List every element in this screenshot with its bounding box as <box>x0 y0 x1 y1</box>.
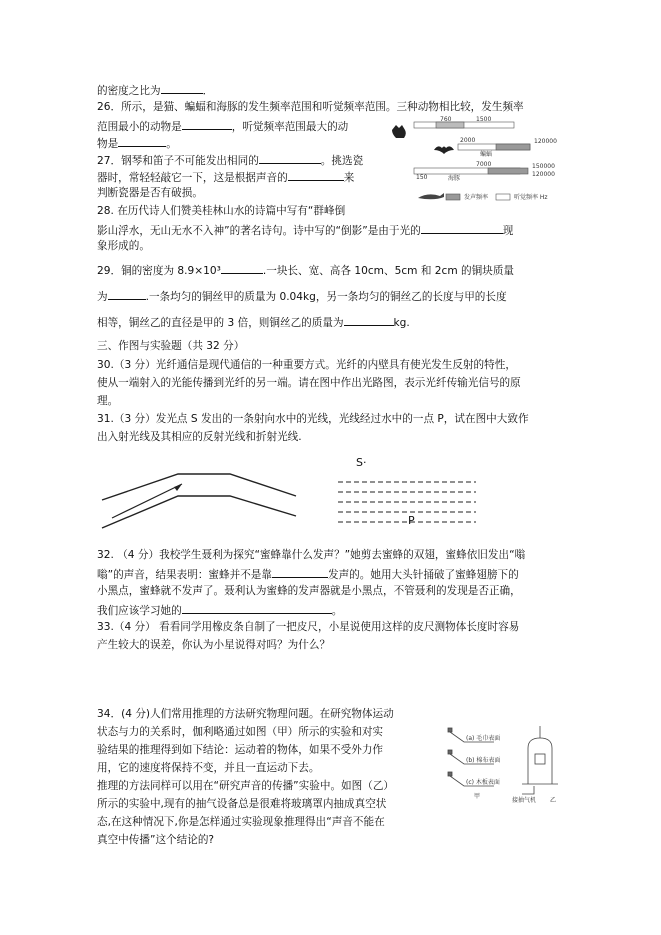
text: 。 <box>166 138 177 150</box>
answer-blank[interactable] <box>161 82 203 94</box>
question-29-line3 <box>97 314 410 330</box>
question-31-line1: 31.（3 分）发光点 S 发出的一条射向水中的光线，光线经过水中的一点 P，试在图中大致作 <box>97 413 529 425</box>
text: 我们应该学习她的 <box>97 605 182 617</box>
question-34-line2: 状态与力的关系时，伽利略通过如图（甲）所示的实验和对实 <box>97 726 384 738</box>
value-label: 120000 <box>534 138 557 145</box>
text: 相等，铜丝乙的直径是甲的 3 倍，则铜丝乙的质量为 <box>97 317 344 329</box>
question-30-line1: 30.（3 分）光纤通信是现代通信的一种重要方式。光纤的内壁具有使光发生反射的特性， <box>97 359 516 371</box>
answer-blank[interactable] <box>421 222 503 234</box>
answer-blank[interactable] <box>259 152 321 164</box>
value-label: 2000 <box>460 137 476 144</box>
text: ． <box>202 85 214 97</box>
question-27-line3: 判断瓷器是否有破损。 <box>97 187 203 199</box>
question-30-line3: 理。 <box>97 395 119 407</box>
answer-blank[interactable] <box>118 135 166 147</box>
figure-jia-label: 甲 <box>474 793 481 800</box>
question-34-line6: 所示的实验中,现有的抽气设备总是很难将玻璃罩内抽成真空状 <box>97 798 387 810</box>
bat-icon <box>434 146 454 154</box>
dolphin-icon <box>418 193 444 199</box>
text: 嗡”的声音，结果表明：蜜蜂并不是靠 <box>97 569 272 581</box>
question-31-line2: 出入射光线及其相应的反射光线和折射光线. <box>97 431 302 443</box>
answer-blank[interactable] <box>221 262 263 274</box>
text: 的密度之比为 <box>97 85 161 97</box>
experiment-figure <box>444 722 572 810</box>
pump-label: 接抽气机 <box>512 797 537 804</box>
animal-label: 海豚 <box>448 175 461 182</box>
line-prev-answer <box>97 82 213 98</box>
question-34-line1: 34．(4 分)人们常用推理的方法研究物理问题。在研究物体运动 <box>97 708 394 720</box>
ramp-a-label: (a) 毛巾表面 <box>466 735 501 742</box>
ramp-b-label: (b) 棉布表面 <box>466 757 501 764</box>
figure-yi-label: 乙 <box>550 797 557 804</box>
value-label: 150 <box>416 174 428 181</box>
text: .一块长、宽、高各 10cm、5cm 和 2cm 的铜块质量 <box>262 265 515 277</box>
text: ，听觉频率范围最大的动 <box>231 121 349 133</box>
question-32-line3: 小黑点，蜜蜂就不发声了。聂利认为蜜蜂的发声器就是小黑点，不管聂利的发现是否正确， <box>97 585 521 597</box>
answer-blank[interactable] <box>182 602 332 614</box>
answer-blank[interactable] <box>182 118 232 130</box>
question-29-line1 <box>97 262 514 278</box>
frequency-range-figure <box>388 116 570 204</box>
optical-fiber-figure <box>100 466 300 534</box>
answer-blank[interactable] <box>288 169 344 181</box>
question-26-line1: 26．所示，是猫、蝙蝠和海豚的发生频率范围和听觉频率范围。三种动物相比较，发生频率 <box>97 101 524 113</box>
value-label: 120000 <box>532 171 555 178</box>
question-33-line2: 产生较大的误差，你认为小星说得对吗？为什么？ <box>97 639 331 651</box>
question-29-line2 <box>97 288 507 304</box>
question-34-line5: 推理的方法同样可以用在“研究声音的传播”实验中。如图（乙） <box>97 780 395 792</box>
bell-jar <box>522 726 558 794</box>
text: 。 <box>331 605 343 617</box>
question-34-line3: 验结果的推理得到如下结论：运动着的物体，如果不受外力作 <box>97 744 384 756</box>
value-label: 150000 <box>532 163 555 170</box>
question-28-line2 <box>97 222 513 238</box>
text: .一条均匀的铜丝甲的质量为 0.04kg，另一条均匀的铜丝乙的长度与甲的长度 <box>145 291 507 303</box>
value-label: 1500 <box>476 116 492 123</box>
cat-icon <box>392 125 406 138</box>
question-28-line1: 28. 在历代诗人们赞美桂林山水的诗篇中写有“群峰倒 <box>97 205 346 217</box>
text: 发声的。她用大头针捅破了蜜蜂翅膀下的 <box>328 569 519 581</box>
question-32-line1: 32. （4 分）我校学生聂利为探究“蜜蜂靠什么发声？”她剪去蜜蜂的双翅，蜜蜂依旧发出“嗡 <box>97 549 526 561</box>
question-32-line2 <box>97 566 519 582</box>
point-p-label: P <box>408 514 415 527</box>
text: 。挑选瓷 <box>320 155 364 167</box>
question-34-line8: 真空中传播”这个结论的? <box>97 834 215 846</box>
question-28-line3: 象形成的。 <box>97 240 150 252</box>
text: 器时，常轻轻敲它一下，这是根据声音的 <box>97 172 288 184</box>
text: 范围最小的动物是 <box>97 121 182 133</box>
question-30-line2: 使从一端射入的光能传播到光纤的另一端。请在图中作出光路图，表示光纤传输光信号的原 <box>97 377 521 389</box>
text: kg. <box>393 317 410 329</box>
answer-blank[interactable] <box>344 314 394 326</box>
question-27-line2 <box>97 169 354 185</box>
legend-label: 听觉频率 Hz <box>514 194 548 201</box>
question-32-line4 <box>97 602 342 618</box>
question-33-line1: 33.（4 分） 看看同学用橡皮条自制了一把皮尺，小星说使用这样的皮尺测物体长度时容易 <box>97 621 520 633</box>
text: 影山浮水，无山无水不入神”的著名诗句。诗中写的“倒影”是由于光的 <box>97 225 421 237</box>
legend-label: 发声频率 <box>464 194 489 201</box>
question-34-line7: 态,在这种情况下,你是怎样通过实验现象推理得出“声音不能在 <box>97 816 385 828</box>
value-label: 7000 <box>476 161 492 168</box>
text: 为 <box>97 291 108 303</box>
text: 27．钢琴和笛子不可能发出相同的 <box>97 155 259 167</box>
section-3-heading: 三、作图与实验题（共 32 分） <box>97 340 245 352</box>
value-label: 760 <box>440 116 452 123</box>
animal-label: 蝙蝠 <box>480 151 493 158</box>
question-27-line1 <box>97 152 363 168</box>
answer-blank[interactable] <box>272 566 328 578</box>
ramp-c-label: (c) 木板表面 <box>466 779 500 786</box>
question-26-line3 <box>97 135 177 151</box>
point-s-label: S· <box>356 456 367 469</box>
text: 现 <box>502 225 514 237</box>
text: 来 <box>343 172 355 184</box>
question-34-line4: 用，它的速度将保持不变，并且一直运动下去。 <box>97 762 320 774</box>
answer-blank[interactable] <box>108 288 146 300</box>
question-26-line2 <box>97 118 348 134</box>
text: 29．铜的密度为 8.9×10³ <box>97 265 221 277</box>
text: 物是 <box>97 138 119 150</box>
